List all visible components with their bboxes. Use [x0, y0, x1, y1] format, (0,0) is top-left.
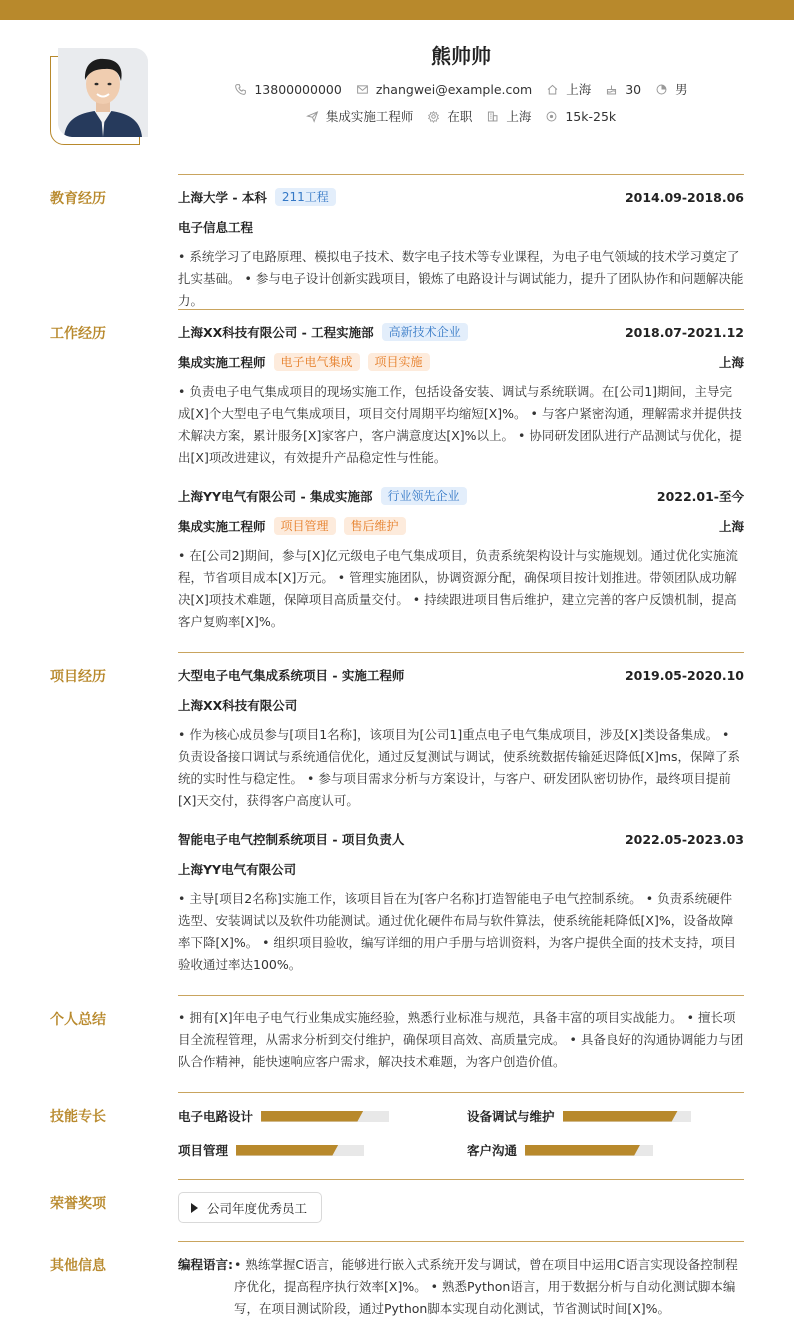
project-title: 大型电子电气集成系统项目 - 实施工程师 — [178, 668, 405, 683]
project-company-row — [178, 696, 744, 714]
divider — [178, 1179, 744, 1180]
company-name: 上海XX科技有限公司 - 工程实施部 — [178, 325, 374, 340]
mail-icon — [356, 83, 369, 96]
project-company: 上海XX科技有限公司 — [178, 698, 298, 713]
education-date: 2014.09-2018.06 — [624, 189, 744, 205]
project-description: • 作为核心成员参与[项目1名称]，该项目为[公司1]重点电子电气集成项目，涉及[X]类设备集成。 • 负责设备接口调试与系统通信优化，通过反复测试与调试，使系统数据传输延迟降低[X]ms，保障了系统的实时性与稳定性。 • 参与项目需求分析与方案设计，与客户、研发团队密切协作，最终项目提前[X]天交付，获得客户高度认可。 — [178, 727, 741, 808]
project-description: • 主导[项目2名称]实施工作，该项目旨在为[客户名称]打造智能电子电气控制系统。 • 负责系统硬件选型、安装调试以及软件功能测试。通过优化硬件布局与软件算法，使系统能耗降低[X]%，设备故障率下降[X]%。 • 组织项目验收，编写详细的用户手册与培训资料，为客户提供全面的技术支持，项目验收通过率达100%。 — [178, 891, 737, 972]
age-info — [605, 82, 641, 97]
job-role: 集成实施工程师 — [178, 355, 266, 370]
gear-icon — [427, 110, 440, 123]
skill-bar — [261, 1111, 389, 1122]
age-text: 30 — [625, 81, 642, 97]
candidate-name: 熊帅帅 — [431, 44, 491, 68]
phone-text[interactable]: 13800000000 — [254, 81, 342, 97]
school-name: 上海大学 - 本科 — [178, 190, 267, 205]
status-info — [427, 107, 472, 125]
summary-text: • 拥有[X]年电子电气行业集成实施经验，熟悉行业标准与规范，具备丰富的项目实战能力。 • 擅长项目全流程管理，从需求分析到交付维护，确保项目高效、高质量完成。 • 具备良好的沟通协调能力与团队合作精神，能快速响应客户需求，解决技术难题，为客户创造价值。 — [178, 1010, 744, 1069]
other-text: • 熟练掌握C语言，能够进行嵌入式系统开发与调试，曾在项目中运用C语言实现设备控制程序优化，提高程序执行效率[X]%。 • 熟悉Python语言，用于数据分析与自动化测试脚本编写，在项目测试阶段，通过Python脚本实现自动化测试，节省测试时间[X]%。 — [234, 1257, 738, 1316]
project-header — [178, 830, 744, 848]
company-name: 上海YY电气有限公司 - 集成实施部 — [178, 489, 373, 504]
job-role: 集成实施工程师 — [178, 519, 266, 534]
section-title-education: 教育经历 — [50, 191, 106, 207]
location-info — [546, 80, 591, 98]
skill-name: 电子电路设计 — [178, 1109, 254, 1124]
work-description: • 负责电子电气集成项目的现场实施工作，包括设备安装、调试与系统联调。在[公司1]期间，主导完成[X]个大型电子电气集成项目，项目交付周期平均缩短[X]%。 • 与客户紧密沟通，理解需求并提供技术解决方案，累计服务[X]家客户，客户满意度达[X]%以上。 • 协同研发团队进行产品测试与优化，提出[X]项改进建议，有效提升产品稳定性与性能。 — [178, 384, 742, 465]
major: 电子信息工程 — [178, 220, 254, 235]
role-tag: 电子电气集成 — [274, 353, 360, 371]
gender-text: 男 — [675, 82, 688, 97]
skill-item — [178, 1109, 389, 1123]
work-city: 上海 — [718, 519, 744, 534]
company-tag: 行业领先企业 — [381, 487, 467, 505]
salary-info — [545, 109, 616, 124]
role-tag: 项目实施 — [368, 353, 430, 371]
position-text: 集成实施工程师 — [325, 109, 414, 124]
gender-info — [655, 80, 688, 98]
education-description: • 系统学习了电路原理、模拟电子技术、数字电子技术等专业课程，为电子电气领域的技术学习奠定了扎实基础。 • 参与电子设计创新实践项目，锻炼了电路设计与调试能力，提升了团队协作和问题解决能力。 — [178, 249, 744, 308]
section-title-work: 工作经历 — [50, 326, 106, 342]
role-tag: 项目管理 — [274, 517, 336, 535]
position-info — [306, 107, 414, 125]
divider — [178, 174, 744, 175]
skill-bar — [236, 1145, 364, 1156]
phone-icon — [234, 83, 247, 96]
divider — [178, 652, 744, 653]
send-icon — [306, 110, 319, 123]
skill-item — [467, 1109, 691, 1123]
section-title-awards: 荣誉奖项 — [50, 1196, 106, 1212]
divider — [178, 1241, 744, 1242]
top-accent-bar — [0, 0, 794, 20]
skill-bar — [563, 1111, 691, 1122]
job-intent-row — [178, 107, 744, 125]
work-date: 2022.01-至今 — [656, 489, 744, 504]
section-title-other: 其他信息 — [50, 1258, 106, 1274]
work-header — [178, 323, 744, 341]
work-role-row — [178, 353, 744, 371]
skill-name: 设备调试与维护 — [467, 1109, 555, 1124]
coin-icon — [545, 110, 558, 123]
cake-icon — [605, 83, 618, 96]
award-item[interactable] — [178, 1192, 322, 1223]
education-header — [178, 188, 744, 206]
skill-item — [467, 1143, 653, 1157]
other-label: 编程语言: — [178, 1257, 233, 1272]
status-text: 在职 — [447, 109, 473, 124]
skill-bar-fill — [236, 1145, 338, 1156]
skill-name: 客户沟通 — [467, 1143, 518, 1158]
email-text[interactable]: zhangwei@example.com — [375, 81, 533, 97]
play-icon — [191, 1203, 198, 1213]
work-date: 2018.07-2021.12 — [624, 324, 744, 340]
work-role-row — [178, 517, 744, 535]
building-icon — [486, 110, 499, 123]
skill-bar-fill — [261, 1111, 363, 1122]
project-date: 2022.05-2023.03 — [624, 831, 744, 847]
email-info — [356, 82, 532, 97]
role-tag: 售后维护 — [344, 517, 406, 535]
avatar — [58, 48, 148, 137]
award-name: 公司年度优秀员工 — [207, 1200, 308, 1216]
work-description: • 在[公司2]期间，参与[X]亿元级电子电气集成项目，负责系统架构设计与实施规划。通过优化实施流程，节省项目成本[X]万元。 • 管理实施团队，协调资源分配，确保项目按计划推进。带领团队成功解决[X]项技术难题，保障项目高质量交付。 • 持续跟进项目售后维护，建立完善的客户反馈机制，提高客户复购率[X]%。 — [178, 548, 738, 629]
skill-name: 项目管理 — [178, 1143, 229, 1158]
divider — [178, 995, 744, 996]
project-company-row — [178, 860, 744, 878]
location-text: 上海 — [566, 82, 592, 97]
work-city-text: 上海 — [506, 109, 532, 124]
divider — [178, 1092, 744, 1093]
project-title: 智能电子电气控制系统项目 - 项目负责人 — [178, 832, 405, 847]
section-title-summary: 个人总结 — [50, 1012, 106, 1028]
project-header — [178, 666, 744, 684]
work-city-info — [486, 107, 531, 125]
education-major-row — [178, 218, 744, 236]
section-title-project: 项目经历 — [50, 669, 106, 685]
skill-bar-fill — [525, 1145, 640, 1156]
work-header — [178, 487, 744, 505]
phone-info — [234, 82, 341, 97]
company-tag: 高新技术企业 — [382, 323, 468, 341]
gender-icon — [655, 83, 668, 96]
school-tag: 211工程 — [275, 188, 336, 206]
project-date: 2019.05-2020.10 — [624, 667, 744, 683]
skill-bar — [525, 1145, 653, 1156]
salary-text: 15k-25k — [565, 108, 617, 124]
work-city: 上海 — [718, 355, 744, 370]
skill-item — [178, 1143, 364, 1157]
skill-bar-fill — [563, 1111, 678, 1122]
contact-row — [178, 80, 744, 98]
home-icon — [546, 83, 559, 96]
section-title-skills: 技能专长 — [50, 1109, 106, 1125]
project-company: 上海YY电气有限公司 — [178, 862, 297, 877]
divider — [178, 309, 744, 310]
